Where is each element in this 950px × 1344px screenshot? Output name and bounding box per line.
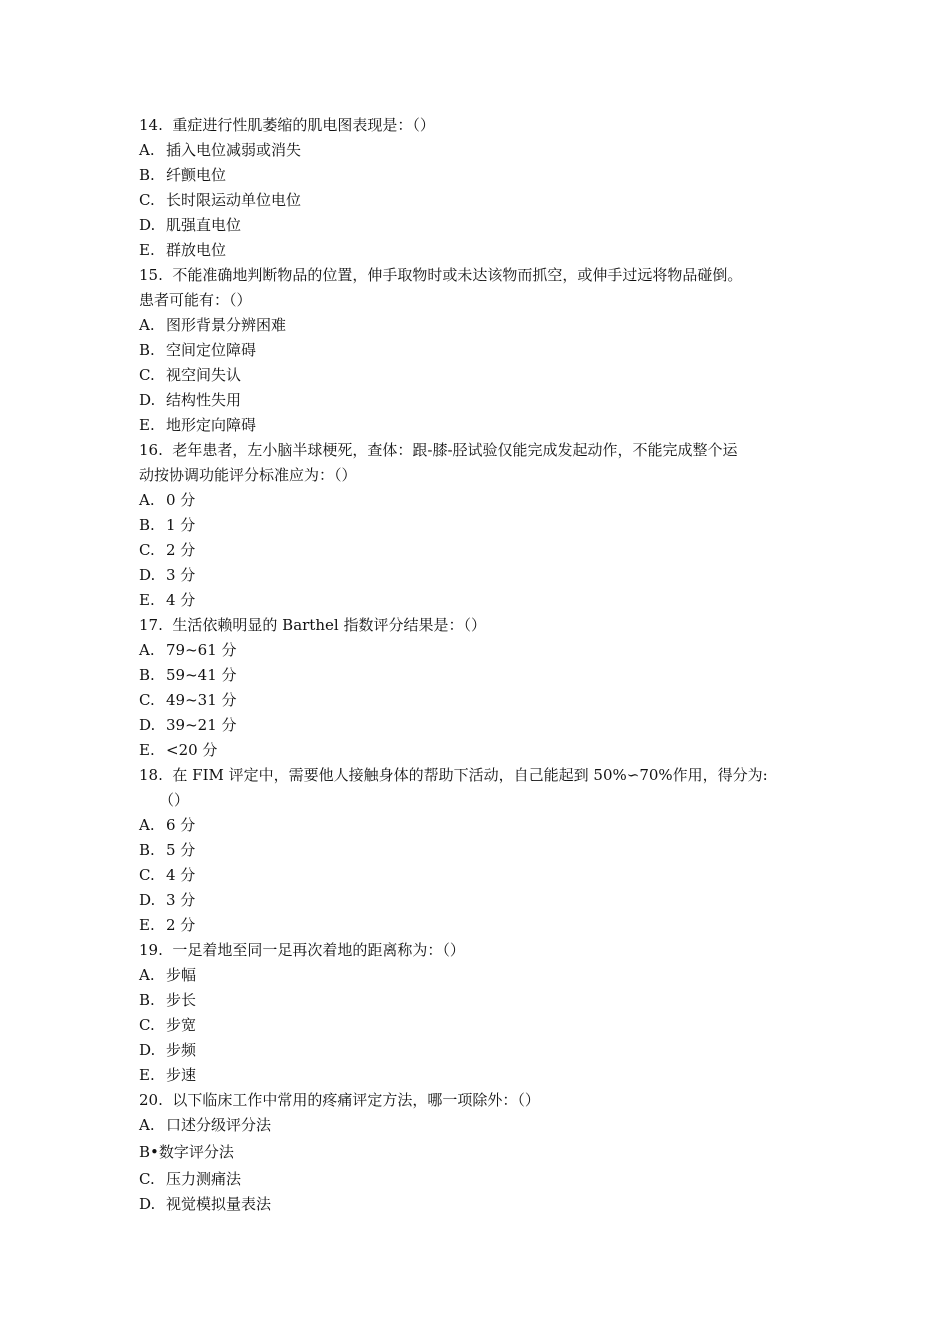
option-text: 0 分: [166, 491, 196, 509]
option-14-d: [139, 213, 829, 238]
option-text: 步宽: [166, 1016, 197, 1034]
question-text: 一足着地至同一足再次着地的距离称为：（）: [172, 941, 465, 959]
option-label: C.: [139, 1170, 155, 1188]
option-label: E.: [139, 1066, 155, 1084]
option-label: B.: [139, 166, 155, 184]
option-text: 视觉模拟量表法: [166, 1195, 272, 1213]
option-text: 6 分: [166, 816, 196, 834]
option-text: 图形背景分辨困难: [166, 316, 287, 334]
option-18-c: [139, 863, 829, 888]
option-text: 插入电位减弱或消失: [166, 141, 302, 159]
question-number: 17.: [139, 616, 163, 634]
option-text: 3 分: [166, 566, 196, 584]
question-20: [139, 1088, 829, 1113]
option-text: 5 分: [166, 841, 196, 859]
option-14-b: [139, 163, 829, 188]
question-text: 老年患者，左小脑半球梗死，查体：跟-膝-胫试验仅能完成发起动作，不能完成整个运: [172, 441, 738, 459]
option-label: D.: [139, 216, 156, 234]
question-19: [139, 938, 829, 963]
option-label: D.: [139, 1195, 156, 1213]
option-14-a: [139, 138, 829, 163]
option-text: 1 分: [166, 516, 196, 534]
option-18-b: [139, 838, 829, 863]
option-text: 纤颤电位: [166, 166, 227, 184]
question-15-continued: [139, 288, 829, 313]
option-16-a: [139, 488, 829, 513]
question-text: 患者可能有：（）: [139, 291, 252, 309]
option-label: A.: [139, 491, 155, 509]
option-text: 4 分: [166, 866, 196, 884]
option-18-a: [139, 813, 829, 838]
option-text: 49~31 分: [166, 691, 237, 709]
option-label: B.: [139, 991, 155, 1009]
option-text: 4 分: [166, 591, 196, 609]
option-text: 压力测痛法: [166, 1170, 242, 1188]
option-18-e: [139, 913, 829, 938]
option-label: B.: [139, 666, 155, 684]
option-label: C.: [139, 191, 155, 209]
option-20-c: [139, 1167, 829, 1192]
question-18-continued: [139, 788, 829, 813]
option-17-b: [139, 663, 829, 688]
option-label: D.: [139, 566, 156, 584]
option-text: 59~41 分: [166, 666, 237, 684]
option-16-b: [139, 513, 829, 538]
option-label: B•: [139, 1143, 159, 1161]
question-text: 动按协调功能评分标准应为：（）: [139, 466, 357, 484]
option-text: 79~61 分: [166, 641, 237, 659]
question-number: 15.: [139, 266, 163, 284]
option-19-e: [139, 1063, 829, 1088]
option-label: C.: [139, 1016, 155, 1034]
option-text: 数字评分法: [158, 1143, 234, 1161]
question-number: 16.: [139, 441, 163, 459]
option-14-c: [139, 188, 829, 213]
question-number: 18.: [139, 766, 163, 784]
option-label: A.: [139, 1116, 155, 1134]
option-16-c: [139, 538, 829, 563]
option-label: B.: [139, 516, 155, 534]
option-20-b: [139, 1138, 829, 1167]
option-20-a: [139, 1113, 829, 1138]
option-label: A.: [139, 316, 155, 334]
option-19-d: [139, 1038, 829, 1063]
question-text: （）: [159, 791, 190, 809]
option-label: A.: [139, 966, 155, 984]
option-19-b: [139, 988, 829, 1013]
question-text: 生活依赖明显的 Barthel 指数评分结果是：（）: [172, 616, 486, 634]
question-number: 14.: [139, 116, 163, 134]
option-18-d: [139, 888, 829, 913]
option-label: E.: [139, 416, 155, 434]
option-15-a: [139, 313, 829, 338]
option-17-d: [139, 713, 829, 738]
option-text: 步频: [166, 1041, 197, 1059]
question-text: 不能准确地判断物品的位置，伸手取物时或未达该物而抓空，或伸手过远将物品碰倒。: [172, 266, 743, 284]
option-label: D.: [139, 891, 156, 909]
option-15-b: [139, 338, 829, 363]
question-17: [139, 613, 829, 638]
option-17-c: [139, 688, 829, 713]
option-17-a: [139, 638, 829, 663]
option-text: 2 分: [166, 916, 196, 934]
option-label: D.: [139, 391, 156, 409]
option-16-e: [139, 588, 829, 613]
option-text: 39~21 分: [166, 716, 237, 734]
option-15-d: [139, 388, 829, 413]
option-text: 结构性失用: [166, 391, 242, 409]
question-15: [139, 263, 829, 288]
option-text: 3 分: [166, 891, 196, 909]
question-text: 以下临床工作中常用的疼痛评定方法，哪一项除外：（）: [172, 1091, 540, 1109]
option-text: 空间定位障碍: [166, 341, 257, 359]
option-15-c: [139, 363, 829, 388]
question-16-continued: [139, 463, 829, 488]
option-label: B.: [139, 341, 155, 359]
option-text: 地形定向障碍: [166, 416, 257, 434]
option-label: A.: [139, 641, 155, 659]
option-15-e: [139, 413, 829, 438]
option-text: 步长: [166, 991, 197, 1009]
option-label: E.: [139, 241, 155, 259]
option-19-c: [139, 1013, 829, 1038]
option-label: A.: [139, 141, 155, 159]
question-text: 重症进行性肌萎缩的肌电图表现是：（）: [172, 116, 435, 134]
question-14: [139, 113, 829, 138]
option-label: C.: [139, 866, 155, 884]
question-16: [139, 438, 829, 463]
option-text: 2 分: [166, 541, 196, 559]
option-text: 口述分级评分法: [166, 1116, 272, 1134]
question-18: [139, 763, 829, 788]
option-text: 视空间失认: [166, 366, 242, 384]
option-text: 群放电位: [166, 241, 227, 259]
option-label: D.: [139, 716, 156, 734]
question-number: 19.: [139, 941, 163, 959]
option-label: A.: [139, 816, 155, 834]
option-label: C.: [139, 366, 155, 384]
exam-page: [139, 113, 829, 1217]
option-label: C.: [139, 541, 155, 559]
option-14-e: [139, 238, 829, 263]
question-text: 在 FIM 评定中，需要他人接触身体的帮助下活动，自己能起到 50%∽70%作用，得分为:: [172, 766, 768, 784]
option-label: E.: [139, 741, 155, 759]
option-label: E.: [139, 916, 155, 934]
option-17-e: [139, 738, 829, 763]
option-19-a: [139, 963, 829, 988]
option-label: D.: [139, 1041, 156, 1059]
option-label: B.: [139, 841, 155, 859]
option-label: C.: [139, 691, 155, 709]
question-number: 20.: [139, 1091, 163, 1109]
option-16-d: [139, 563, 829, 588]
option-text: <20 分: [166, 741, 218, 759]
option-label: E.: [139, 591, 155, 609]
option-text: 步速: [166, 1066, 197, 1084]
option-text: 步幅: [166, 966, 197, 984]
option-20-d: [139, 1192, 829, 1217]
option-text: 长时限运动单位电位: [166, 191, 302, 209]
option-text: 肌强直电位: [166, 216, 242, 234]
